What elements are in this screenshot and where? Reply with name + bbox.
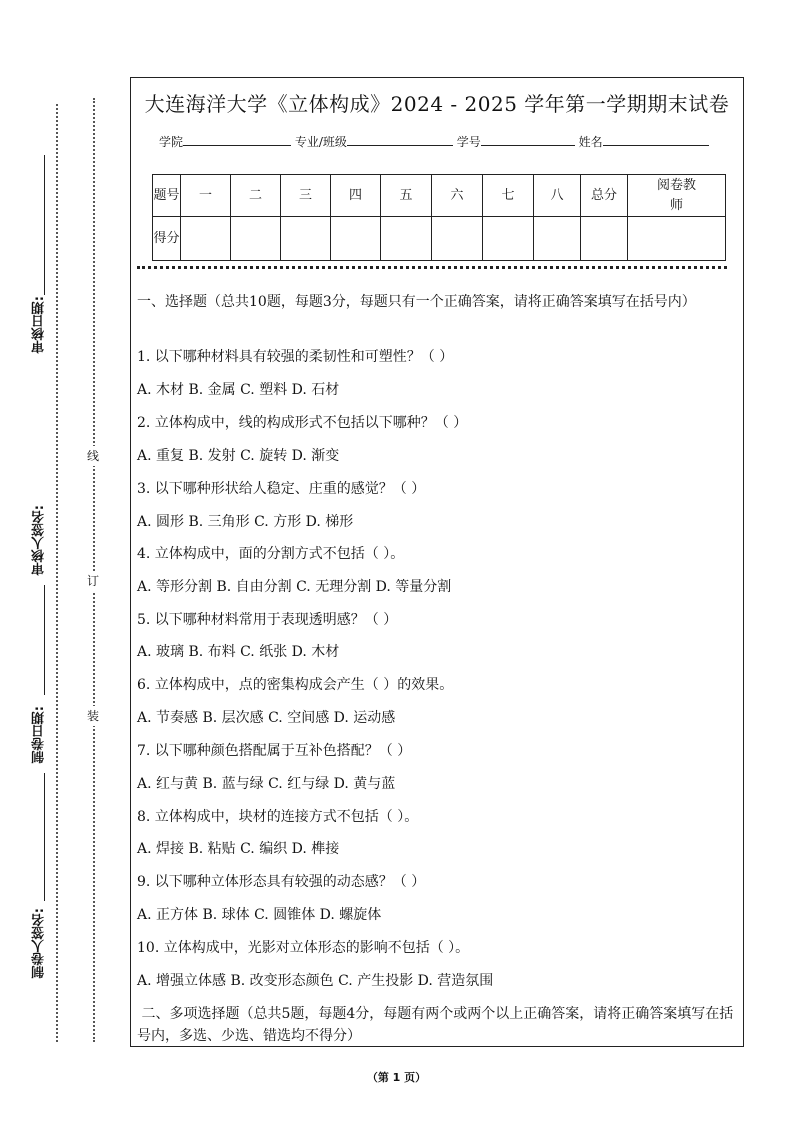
score-cell[interactable] [581,217,628,261]
question-options: A. 等形分割 B. 自由分割 C. 无理分割 D. 等量分割 [137,579,452,595]
score-cell[interactable] [432,217,483,261]
question-text: 8. 立体构成中，块材的连接方式不包括（ ）。 [137,809,419,825]
score-row-label: 得分 [153,217,181,261]
review-date-line [44,155,45,295]
question-text: 7. 以下哪种颜色搭配属于互补色搭配？（ ） [137,743,412,759]
student-id-label: 学号 [456,135,481,149]
score-header-cell: 七 [483,175,534,217]
question-options: A. 增强立体感 B. 改变形态颜色 C. 产生投影 D. 营造氛围 [137,973,494,989]
major-class-field[interactable] [347,133,453,146]
score-table [152,174,726,261]
question-options: A. 玻璃 B. 布料 C. 纸张 D. 木材 [137,644,340,660]
score-header-cell: 一 [181,175,231,217]
question-options: A. 红与黄 B. 蓝与绿 C. 红与绿 D. 黄与蓝 [137,776,396,792]
binding-mark-zhuang: 装 [87,706,99,726]
score-header-cell: 八 [534,175,581,217]
paper-date-line [44,773,45,901]
binding-mark-xian: 线 [87,446,99,466]
major-class-label: 专业/班级 [294,135,347,149]
score-cell[interactable] [331,217,381,261]
score-header-cell: 二 [231,175,281,217]
college-label: 学院 [159,135,184,149]
exam-title: 大连海洋大学《立体构成》2024 - 2025 学年第一学期期末试卷 [144,92,730,116]
exam-frame [130,77,744,1047]
score-header-cell: 三 [281,175,331,217]
question-options: A. 正方体 B. 球体 C. 圆锥体 D. 螺旋体 [137,907,382,923]
question-text: 5. 以下哪种材料常用于表现透明感？（ ） [137,612,398,628]
question-options: A. 重复 B. 发射 C. 旋转 D. 渐变 [137,448,340,464]
score-header-cell: 总分 [581,175,628,217]
dotted-separator [137,266,727,269]
score-header-cell: 阅卷教师 [628,175,726,217]
college-field[interactable] [183,133,291,146]
score-cell[interactable] [381,217,432,261]
question-text: 3. 以下哪种形状给人稳定、庄重的感觉？（ ） [137,481,426,497]
question-text: 6. 立体构成中，点的密集构成会产生（ ）的效果。 [137,677,454,693]
review-date-label: 审核日期: [32,296,47,354]
page-number: （第 1 页） [366,1071,427,1084]
outer-dotted-line [56,104,58,1042]
score-cell[interactable] [281,217,331,261]
question-options: A. 圆形 B. 三角形 C. 方形 D. 梯形 [137,514,354,530]
binding-dotted-line [93,98,95,1042]
question-text: 4. 立体构成中，面的分割方式不包括（ ）。 [137,546,405,562]
score-header-cell: 题号 [153,175,181,217]
paper-date-label: 制卷日期: [32,706,47,764]
section1-heading: 一、选择题（总共10题，每题3分，每题只有一个正确答案，请将正确答案填写在括号内） [137,294,696,310]
score-cell[interactable] [231,217,281,261]
score-header-cell: 六 [432,175,483,217]
student-info-row [159,133,709,150]
score-header-cell: 四 [331,175,381,217]
score-cell[interactable] [181,217,231,261]
question-text: 1. 以下哪种材料具有较强的柔韧性和可塑性？（ ） [137,349,454,365]
section2-heading: 二、多项选择题（总共5题，每题4分，每题有两个或两个以上正确答案，请将正确答案填写在括号内，多选、少选、错选均不得分） [137,1006,734,1044]
exam-body [137,291,742,1044]
student-id-field[interactable] [481,133,575,146]
score-cell[interactable] [628,217,726,261]
question-options: A. 木材 B. 金属 C. 塑料 D. 石材 [137,382,340,398]
binding-mark-ding: 订 [87,571,99,591]
question-text: 10. 立体构成中，光影对立体形态的影响不包括（ ）。 [137,940,470,956]
reviewer-signature-line [44,585,45,695]
name-label: 姓名 [578,135,603,149]
question-options: A. 焊接 B. 粘贴 C. 编织 D. 榫接 [137,841,340,857]
question-text: 2. 立体构成中，线的构成形式不包括以下哪种？（ ） [137,415,468,431]
score-cell[interactable] [483,217,534,261]
paper-maker-signature-label: 制卷人签名: [32,908,47,979]
score-header-cell: 五 [381,175,432,217]
name-field[interactable] [603,133,709,146]
reviewer-signature-label: 审核人签名: [32,505,47,576]
question-text: 9. 以下哪种立体形态具有较强的动态感？（ ） [137,874,426,890]
score-cell[interactable] [534,217,581,261]
question-options: A. 节奏感 B. 层次感 C. 空间感 D. 运动感 [137,710,396,726]
